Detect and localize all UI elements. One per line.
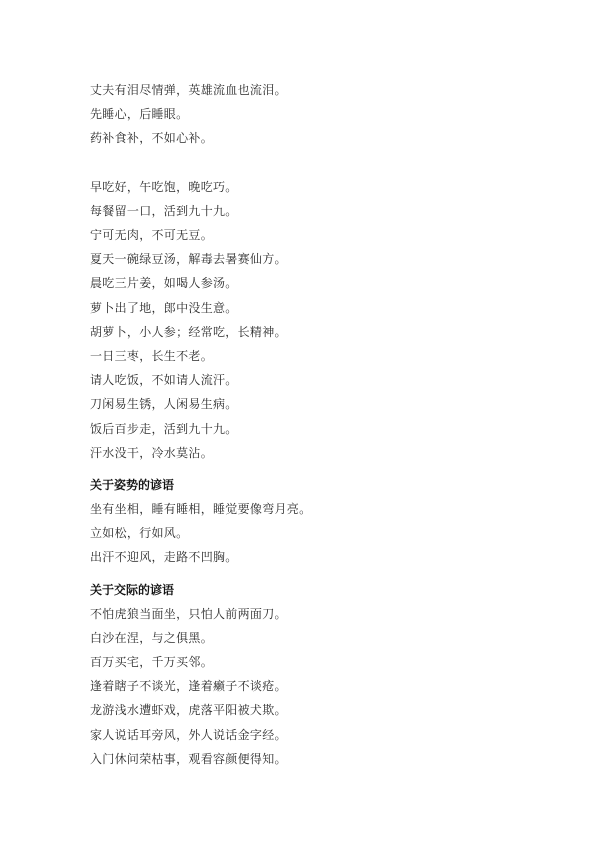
proverb-line: 入门休问荣枯事，观看容颜便得知。	[90, 751, 287, 766]
proverb-line: 坐有坐相，睡有睡相，睡觉要像弯月亮。	[90, 502, 312, 517]
document-page	[90, 78, 570, 771]
proverb-line: 逢着瞎子不谈光，逢着癞子不谈疮。	[90, 679, 287, 694]
proverb-line: 请人吃饭，不如请人流汗。	[90, 373, 238, 388]
proverb-line: 宁可无肉，不可无豆。	[90, 228, 214, 243]
spacer	[90, 151, 570, 175]
proverb-line: 刀闲易生锈，人闲易生病。	[90, 397, 238, 412]
proverb-line: 早吃好，午吃饱，晚吃巧。	[90, 179, 238, 194]
proverb-line: 晨吃三片姜，如喝人参汤。	[90, 276, 238, 291]
proverb-line: 一日三枣，长生不老。	[90, 349, 214, 364]
proverb-line: 夏天一碗绿豆汤，解毒去暑赛仙方。	[90, 252, 287, 267]
proverb-line: 先睡心，后睡眼。	[90, 107, 189, 122]
spacer	[90, 465, 570, 469]
proverb-line: 药补食补，不如心补。	[90, 131, 214, 146]
proverb-line: 每餐留一口，活到九十九。	[90, 203, 238, 218]
proverb-group-intro	[90, 78, 570, 151]
proverb-line: 汗水没干，冷水莫沾。	[90, 445, 214, 460]
proverb-line: 百万买宅，千万买邻。	[90, 655, 214, 670]
section-heading-posture: 关于姿势的谚语	[90, 478, 175, 493]
proverb-line: 立如松，行如风。	[90, 526, 189, 541]
proverb-line: 家人说话耳旁风，外人说话金字经。	[90, 727, 287, 742]
proverb-line: 胡萝卜，小人参；经常吃，长精神。	[90, 324, 287, 339]
proverb-line: 出汗不迎风，走路不凹胸。	[90, 550, 238, 565]
spacer	[90, 570, 570, 574]
proverb-line: 萝卜出了地，郎中没生意。	[90, 300, 238, 315]
proverb-line: 白沙在涅，与之俱黑。	[90, 630, 214, 645]
proverb-line: 饭后百步走，活到九十九。	[90, 421, 238, 436]
proverb-group-social	[90, 578, 570, 771]
proverb-line: 龙游浅水遭虾戏，虎落平阳被犬欺。	[90, 703, 287, 718]
proverb-line: 丈夫有泪尽情弹，英雄流血也流泪。	[90, 83, 287, 97]
proverb-line: 不怕虎狼当面坐，只怕人前两面刀。	[90, 606, 287, 621]
proverb-group-diet	[90, 175, 570, 465]
proverb-group-posture	[90, 473, 570, 570]
section-heading-social: 关于交际的谚语	[90, 582, 175, 597]
